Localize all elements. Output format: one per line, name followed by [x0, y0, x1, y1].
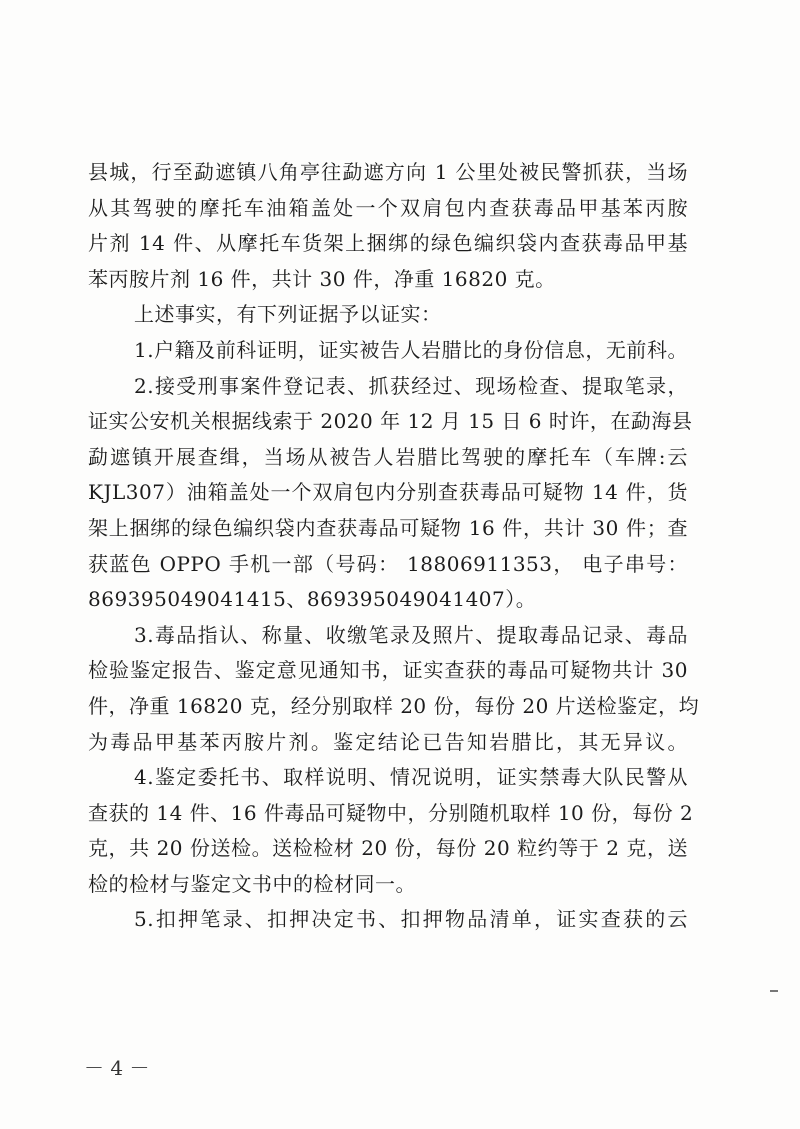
text-line: KJL307）油箱盖处一个双肩包内分别查获毒品可疑物 14 件，货 [88, 480, 688, 505]
text-line: 片剂 14 件、从摩托车货架上捆绑的绿色编织袋内查获毒品甲基 [88, 231, 688, 256]
text-line: 3.毒品指认、称量、收缴笔录及照片、提取毒品记录、毒品 [134, 622, 688, 647]
text-line: 5.扣押笔录、扣押决定书、扣押物品清单，证实查获的云 [134, 907, 688, 932]
text-line: 件，净重 16820 克，经分别取样 20 份，每份 20 片送检鉴定，均 [88, 693, 700, 718]
text-line: 为毒品甲基苯丙胺片剂。鉴定结论已告知岩腊比，其无异议。 [88, 729, 688, 754]
document-body [88, 155, 700, 938]
text-line: 苯丙胺片剂 16 件，共计 30 件，净重 16820 克。 [88, 266, 556, 291]
text-line: 869395049041415、869395049041407）。 [88, 587, 537, 612]
text-line: 1.户籍及前科证明，证实被告人岩腊比的身份信息，无前科。 [134, 337, 688, 362]
text-line: 检验鉴定报告、鉴定意见通知书，证实查获的毒品可疑物共计 30 [88, 658, 688, 683]
text-line: 获蓝色 OPPO 手机一部（号码： 18806911353， 电子串号： [88, 551, 688, 576]
page-number: － 4 － [84, 1056, 150, 1080]
text-line: 2.接受刑事案件登记表、抓获经过、现场检查、提取笔录， [134, 373, 688, 398]
text-line: 检的检材与鉴定文书中的检材同一。 [88, 871, 416, 896]
text-line: 架上捆绑的绿色编织袋内查获毒品可疑物 16 件，共计 30 件；查 [88, 515, 688, 540]
text-line: 上述事实，有下列证据予以证实： [134, 302, 442, 327]
text-line: 从其驾驶的摩托车油箱盖处一个双肩包内查获毒品甲基苯丙胺 [88, 195, 688, 220]
text-line: 勐遮镇开展查缉，当场从被告人岩腊比驾驶的摩托车（车牌:云 [88, 444, 688, 469]
text-line: 克，共 20 份送检。送检检材 20 份，每份 20 粒约等于 2 克，送 [88, 836, 688, 861]
text-line: 4.鉴定委托书、取样说明、情况说明，证实禁毒大队民警从 [134, 765, 688, 790]
text-line: 县城，行至勐遮镇八角亭往勐遮方向 1 公里处被民警抓获，当场 [88, 160, 688, 184]
scan-mark [770, 990, 778, 992]
text-line: 证实公安机关根据线索于 2020 年 12 月 15 日 6 时许，在勐海县 [88, 409, 693, 434]
text-line: 查获的 14 件、16 件毒品可疑物中，分别随机取样 10 份，每份 2 [88, 800, 694, 825]
